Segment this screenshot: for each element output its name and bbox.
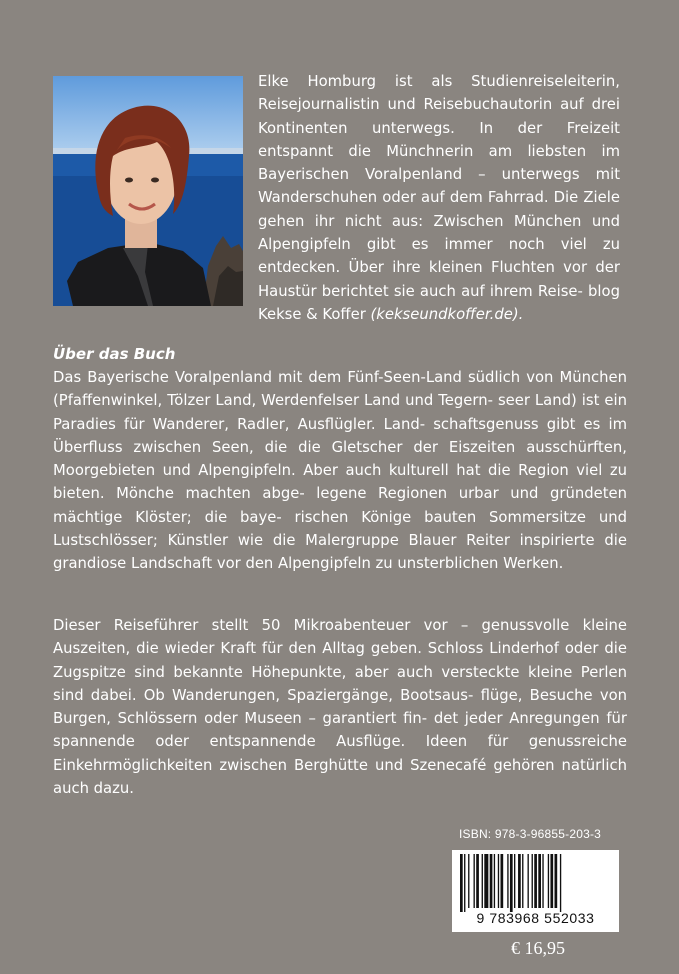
bio-line: Wanderschuhen oder auf dem Fahrrad. Die [258, 189, 579, 207]
barcode-bar [560, 854, 561, 912]
barcode-bar [498, 854, 499, 908]
paragraph-line: den Alpengipfeln zu unsterblichen Werken. [245, 555, 564, 573]
paragraph-line: flüge, Besuche von Burgen, Schlössern oder Museen – garantiert fin- [53, 686, 628, 728]
barcode-bar [510, 854, 513, 912]
about-paragraph-1 [53, 366, 627, 576]
barcode-bar [542, 854, 543, 908]
paragraph-line: rischen Könige bauten Sommersitze und Lustschlösser; Künstler wie [53, 508, 627, 550]
bio-line: Reisejournalistin und Reisebuchautorin auf [258, 96, 584, 114]
bio-line: Ziele gehen ihr nicht aus: Zwischen München [258, 189, 620, 230]
about-paragraph-2 [53, 614, 627, 800]
barcode-bar [490, 854, 493, 908]
barcode-bar [528, 854, 529, 908]
bio-line: Elke Homburg ist als Studienreiseleiterin, [258, 73, 620, 90]
barcode-bar [464, 854, 465, 912]
price-label: € 16,95 [511, 938, 565, 958]
paragraph-line: Auszeiten, die wieder Kraft für den Alltag geben. Schloss Linderhof [53, 640, 559, 658]
bio-line: Bayerischen Voralpenland – unterwegs mit [258, 166, 620, 184]
barcode-bar [548, 854, 549, 908]
about-heading: Über das Buch [53, 345, 176, 363]
bio-line: entspannt die Münchnerin am liebsten im [258, 142, 620, 160]
paragraph-line: Ideen für genussreiche Einkehrmöglichkeiten zwischen Berghütte und [53, 733, 627, 774]
barcode-bar [534, 854, 537, 908]
barcode-digits: 9 783968 552033 [476, 910, 595, 926]
paragraph-line: auch kulturell hat die Region viel zu bieten. Mönche machten abge- [53, 462, 627, 503]
paragraph-line: oder die Zugspitze sind bekannte Höhepunkte, aber auch versteckte [53, 640, 627, 681]
paragraph-line: schaftsgenuss gibt es im Überfluss zwischen Seen, die die Gletscher [53, 415, 627, 456]
barcode-bar [522, 854, 523, 908]
bio-line: und Alpengipfeln gibt es immer noch viel zu [258, 212, 620, 254]
author-bio [258, 70, 620, 326]
barcode-bar [532, 854, 533, 908]
bio-line: entdecken. Über ihre kleinen Fluchten vor der [258, 259, 620, 277]
bio-line: Haustür berichtet sie auch auf ihrem Reise- [258, 282, 583, 300]
isbn-label: ISBN: 978-3-96855-203-3 [459, 827, 602, 841]
barcode-bar [476, 854, 479, 908]
paragraph-line: Dieser Reiseführer stellt 50 Mikroabenteuer vor – genussvolle kleine [53, 617, 627, 634]
paragraph-line: det jeder Anregungen für spannende oder entspannende Ausflüge. [53, 710, 627, 751]
author-photo-image [53, 76, 243, 306]
barcode-bar [501, 854, 504, 908]
paragraph-line: seer Land) ist ein Paradies für Wanderer, Radler, Ausflügler. Land- [53, 392, 627, 433]
barcode-bar [550, 854, 553, 908]
barcode-bar [538, 854, 541, 908]
paragraph-line: Das Bayerische Voralpenland mit dem Fünf-Seen-Land südlich von [53, 369, 554, 386]
blog-url: (kekseundkoffer.de). [370, 305, 524, 323]
barcode-bar [474, 854, 475, 908]
paragraph-line: die Malergruppe Blauer Reiter inspirierte die grandiose Landschaft vor [53, 532, 627, 573]
barcode [452, 850, 619, 932]
barcode-bars [452, 850, 619, 912]
barcode-bar [482, 854, 483, 908]
barcode-bar [484, 854, 488, 908]
paragraph-line: Szenecafé gehören natürlich auch dazu. [53, 756, 628, 798]
barcode-bar [555, 854, 558, 908]
paragraph-line: München (Pfaffenwinkel, Tölzer Land, Werdenfelser Land und Tegern- [53, 369, 627, 410]
paragraph-line: der Eiszeiten ausschürften, Moorgebieten und Alpengipfeln. Aber [53, 438, 627, 480]
barcode-bar [518, 854, 521, 908]
bio-line: blog Kekse & Koffer [258, 282, 620, 323]
paragraph-line: legene Regionen urbar und gründeten mächtige Klöster; die baye- [53, 485, 627, 526]
barcode-bar [507, 854, 508, 908]
barcode-bar [494, 854, 495, 908]
paragraph-line: kleine Perlen sind dabei. Ob Wanderungen, Spaziergänge, Bootsaus- [53, 663, 627, 704]
barcode-bar [468, 854, 469, 908]
barcode-bar [514, 854, 515, 908]
author-photo [53, 76, 243, 306]
barcode-bar [460, 854, 463, 912]
bio-line: drei Kontinenten unterwegs. In der Freizeit [258, 96, 620, 137]
